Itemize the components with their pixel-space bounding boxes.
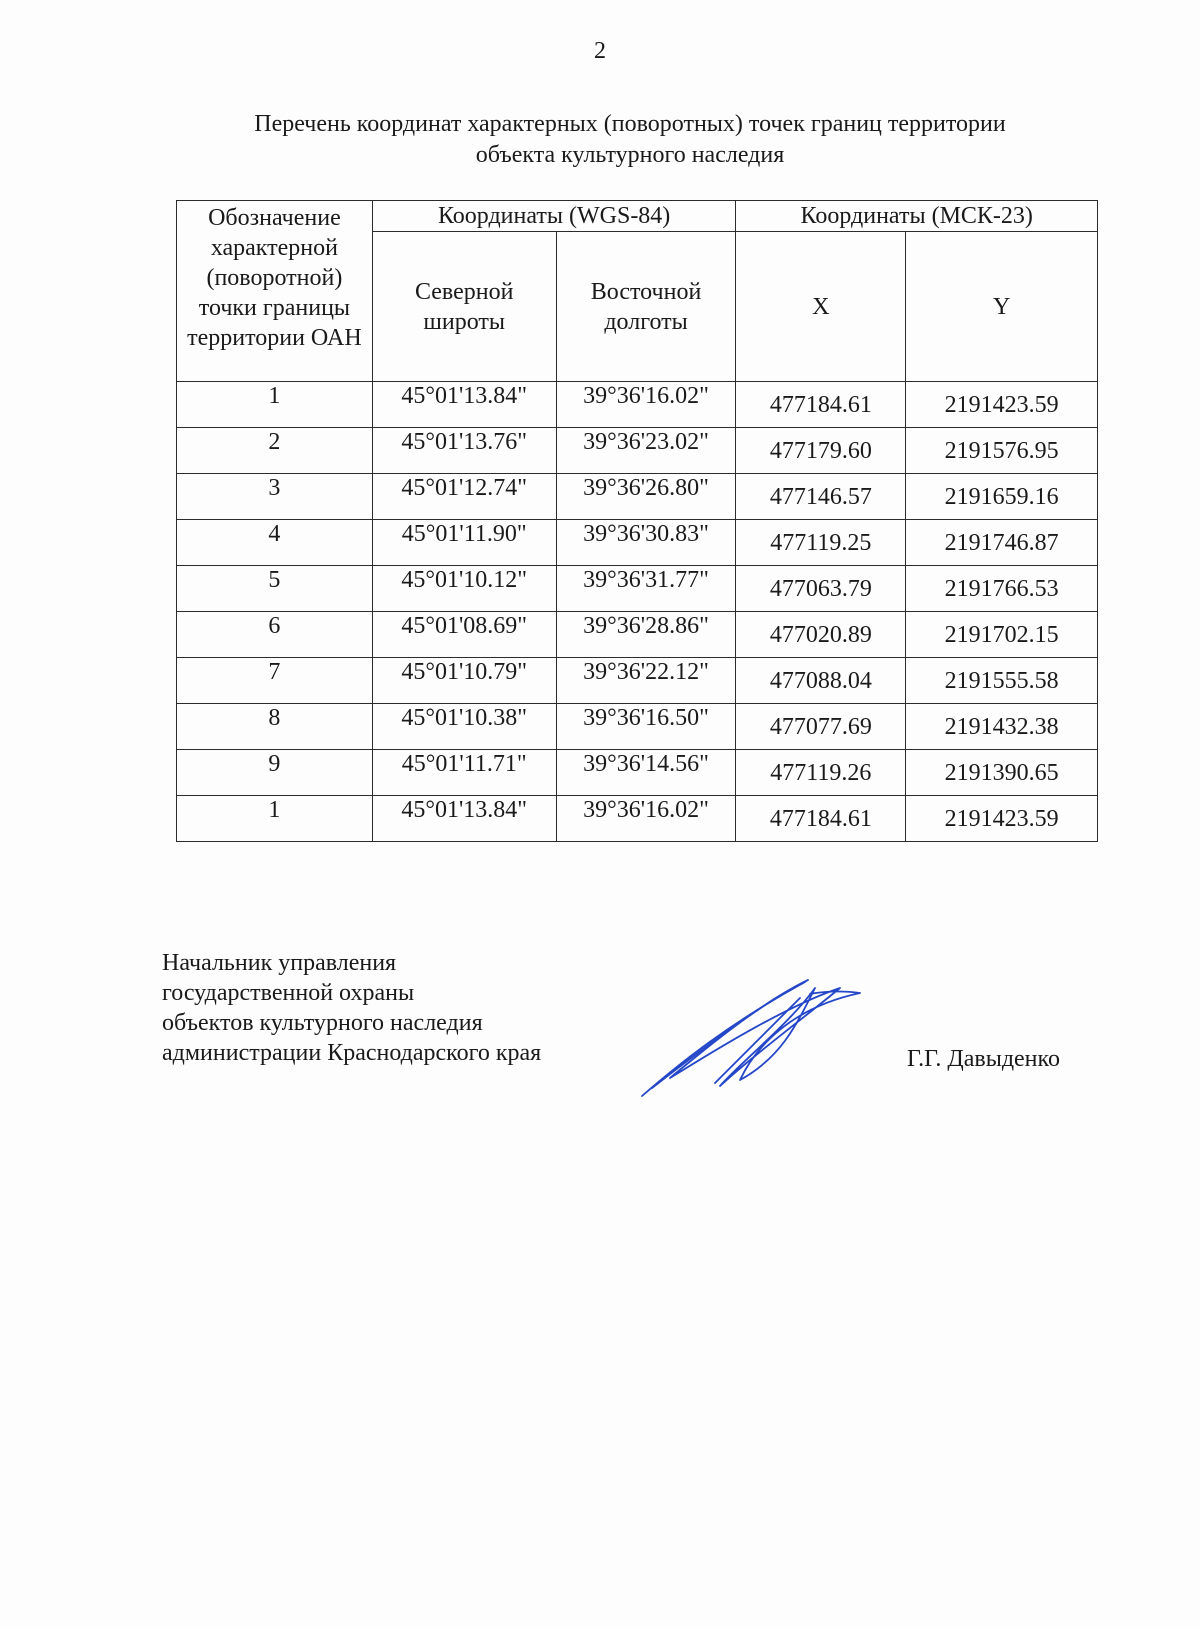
table-row	[177, 658, 1098, 704]
point-number-cell: 5	[177, 566, 373, 612]
y-coordinate-cell: 2191746.87	[906, 520, 1098, 566]
table-row	[177, 796, 1098, 842]
longitude-cell: 39°36'16.02"	[556, 796, 736, 842]
header-wgs84-group: Координаты (WGS-84)	[372, 201, 736, 232]
point-number-cell: 3	[177, 474, 373, 520]
table-row	[177, 750, 1098, 796]
latitude-cell: 45°01'10.12"	[372, 566, 556, 612]
position-line-3: объектов культурного наследия	[162, 1010, 483, 1036]
longitude-cell: 39°36'16.02"	[556, 382, 736, 428]
position-line-4: администрации Краснодарского края	[162, 1040, 542, 1066]
longitude-cell: 39°36'23.02"	[556, 428, 736, 474]
header-point-designation: Обозначение характерной (поворотной) точки границы территории ОАН	[177, 201, 373, 382]
header-x: X	[736, 232, 906, 382]
latitude-cell: 45°01'10.38"	[372, 704, 556, 750]
longitude-cell: 39°36'26.80"	[556, 474, 736, 520]
y-coordinate-cell: 2191432.38	[906, 704, 1098, 750]
header-east-longitude: Восточной долготы	[556, 232, 736, 382]
y-coordinate-cell: 2191702.15	[906, 612, 1098, 658]
latitude-cell: 45°01'13.76"	[372, 428, 556, 474]
longitude-cell: 39°36'30.83"	[556, 520, 736, 566]
latitude-cell: 45°01'08.69"	[372, 612, 556, 658]
latitude-cell: 45°01'11.71"	[372, 750, 556, 796]
x-coordinate-cell: 477077.69	[736, 704, 906, 750]
point-number-cell: 6	[177, 612, 373, 658]
longitude-cell: 39°36'28.86"	[556, 612, 736, 658]
y-coordinate-cell: 2191555.58	[906, 658, 1098, 704]
table-row	[177, 704, 1098, 750]
y-coordinate-cell: 2191423.59	[906, 796, 1098, 842]
x-coordinate-cell: 477184.61	[736, 382, 906, 428]
y-coordinate-cell: 2191423.59	[906, 382, 1098, 428]
coordinates-table-body	[177, 382, 1098, 842]
page-number: 2	[594, 38, 606, 64]
point-number-cell: 1	[177, 382, 373, 428]
document-title	[150, 109, 1110, 171]
y-coordinate-cell: 2191576.95	[906, 428, 1098, 474]
header-y: Y	[906, 232, 1098, 382]
table-row	[177, 474, 1098, 520]
longitude-cell: 39°36'22.12"	[556, 658, 736, 704]
position-line-2: государственной охраны	[162, 980, 415, 1006]
y-coordinate-cell: 2191659.16	[906, 474, 1098, 520]
x-coordinate-cell: 477179.60	[736, 428, 906, 474]
table-row	[177, 428, 1098, 474]
y-coordinate-cell: 2191766.53	[906, 566, 1098, 612]
longitude-cell: 39°36'16.50"	[556, 704, 736, 750]
latitude-cell: 45°01'13.84"	[372, 382, 556, 428]
point-number-cell: 8	[177, 704, 373, 750]
title-line-2: объекта культурного наследия	[475, 142, 785, 168]
y-coordinate-cell: 2191390.65	[906, 750, 1098, 796]
point-number-cell: 9	[177, 750, 373, 796]
latitude-cell: 45°01'11.90"	[372, 520, 556, 566]
longitude-cell: 39°36'31.77"	[556, 566, 736, 612]
latitude-cell: 45°01'13.84"	[372, 796, 556, 842]
x-coordinate-cell: 477020.89	[736, 612, 906, 658]
header-msk23-group: Координаты (МСК-23)	[736, 201, 1098, 232]
x-coordinate-cell: 477119.26	[736, 750, 906, 796]
latitude-cell: 45°01'10.79"	[372, 658, 556, 704]
table-row	[177, 520, 1098, 566]
point-number-cell: 4	[177, 520, 373, 566]
coordinates-table	[176, 200, 1098, 842]
x-coordinate-cell: 477119.25	[736, 520, 906, 566]
signatory-name: Г.Г. Давыденко	[907, 1046, 1060, 1072]
point-number-cell: 1	[177, 796, 373, 842]
table-row	[177, 566, 1098, 612]
header-north-latitude: Северной широты	[372, 232, 556, 382]
latitude-cell: 45°01'12.74"	[372, 474, 556, 520]
table-row	[177, 382, 1098, 428]
position-line-1: Начальник управления	[162, 950, 397, 976]
longitude-cell: 39°36'14.56"	[556, 750, 736, 796]
signer-position	[162, 948, 541, 1068]
table-row	[177, 612, 1098, 658]
x-coordinate-cell: 477063.79	[736, 566, 906, 612]
title-line-1: Перечень координат характерных (поворотных) точек границ территории	[254, 111, 1006, 137]
x-coordinate-cell: 477184.61	[736, 796, 906, 842]
x-coordinate-cell: 477088.04	[736, 658, 906, 704]
point-number-cell: 2	[177, 428, 373, 474]
point-number-cell: 7	[177, 658, 373, 704]
x-coordinate-cell: 477146.57	[736, 474, 906, 520]
handwritten-signature	[640, 968, 880, 1108]
